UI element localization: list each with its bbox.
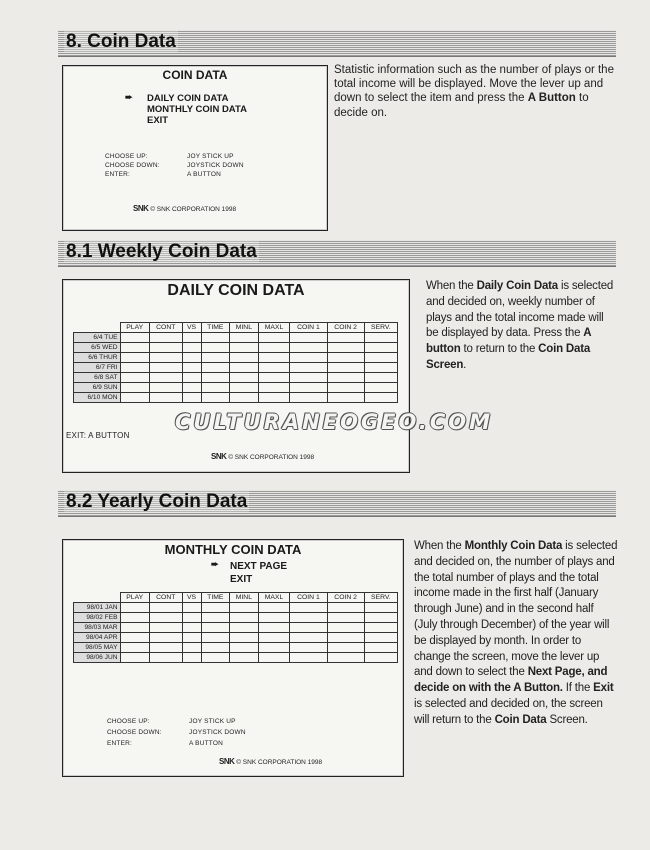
table-cell	[149, 383, 182, 393]
column-header: SERV.	[364, 323, 397, 333]
table-cell	[364, 353, 397, 363]
table-cell	[327, 353, 364, 363]
table-cell	[327, 633, 364, 643]
table-cell	[149, 393, 182, 403]
table-cell	[149, 643, 182, 653]
table-cell	[120, 393, 149, 403]
section-header-weekly	[58, 240, 616, 267]
table-cell	[290, 613, 327, 623]
watermark: CULTURANEOGEO.COM	[175, 410, 494, 434]
table-cell	[364, 623, 397, 633]
table-cell	[230, 633, 259, 643]
table-cell	[120, 643, 149, 653]
column-header: CONT	[149, 593, 182, 603]
table-cell	[258, 343, 290, 353]
table-cell	[182, 343, 201, 353]
table-corner	[74, 323, 121, 333]
table-cell	[182, 393, 201, 403]
table-row	[74, 623, 398, 633]
table-cell	[290, 363, 327, 373]
exit-label: EXIT: A BUTTON	[66, 431, 130, 440]
table-row	[74, 653, 398, 663]
table-row	[74, 393, 398, 403]
table-row	[74, 643, 398, 653]
table-cell	[290, 633, 327, 643]
menu-item-exit: EXIT	[230, 574, 253, 585]
table-cell	[182, 623, 201, 633]
table-cell	[182, 613, 201, 623]
table-cell	[230, 653, 259, 663]
row-label: 98/04 APR	[74, 633, 121, 643]
column-header: CONT	[149, 323, 182, 333]
table-row	[74, 363, 398, 373]
row-label: 98/05 MAY	[74, 643, 121, 653]
snk-logo: SNK	[133, 204, 149, 213]
menu-item-monthly: MONTHLY COIN DATA	[147, 104, 247, 115]
section-title: 8.2 Yearly Coin Data	[66, 491, 248, 512]
row-label: 6/7 FRI	[74, 363, 121, 373]
table-corner	[74, 593, 121, 603]
table-cell	[201, 343, 230, 353]
table-cell	[230, 613, 259, 623]
table-cell	[149, 603, 182, 613]
table-cell	[120, 633, 149, 643]
table-cell	[201, 603, 230, 613]
controls-list: CHOOSE UP: JOY STICK UP CHOOSE DOWN: JOYSTICK DOWN ENTER: A BUTTON	[107, 718, 246, 747]
table-cell	[182, 643, 201, 653]
controls-list: CHOOSE UP: JOY STICK UP CHOOSE DOWN: JOYSTICK DOWN ENTER: A BUTTON	[105, 153, 244, 178]
snk-logo: SNK	[219, 757, 235, 766]
table-cell	[364, 633, 397, 643]
menu-item-daily: DAILY COIN DATA	[147, 93, 229, 104]
row-label: 6/5 WED	[74, 343, 121, 353]
table-cell	[201, 643, 230, 653]
table-cell	[258, 393, 290, 403]
menu-item-next-page: NEXT PAGE	[230, 561, 288, 572]
column-header: COIN 2	[327, 593, 364, 603]
table-cell	[290, 393, 327, 403]
table-cell	[230, 623, 259, 633]
column-header: PLAY	[120, 593, 149, 603]
table-cell	[201, 613, 230, 623]
copyright: SNK © SNK CORPORATION 1998	[219, 757, 323, 766]
section-header-yearly	[58, 490, 616, 517]
section-title: 8.1 Weekly Coin Data	[66, 241, 257, 262]
column-header: SERV.	[364, 593, 397, 603]
table-cell	[149, 333, 182, 343]
monthly-coin-table	[73, 592, 398, 663]
table-cell	[120, 343, 149, 353]
table-cell	[327, 383, 364, 393]
table-cell	[290, 373, 327, 383]
table-cell	[120, 383, 149, 393]
table-cell	[258, 633, 290, 643]
table-cell	[120, 363, 149, 373]
table-cell	[364, 373, 397, 383]
table-cell	[149, 623, 182, 633]
table-cell	[149, 633, 182, 643]
menu-item-exit: EXIT	[147, 115, 169, 126]
section-header-coin-data	[58, 30, 616, 57]
table-cell	[182, 633, 201, 643]
row-label: 6/10 MON	[74, 393, 121, 403]
table-row	[74, 383, 398, 393]
table-row	[74, 373, 398, 383]
table-cell	[258, 363, 290, 373]
table-cell	[258, 623, 290, 633]
table-cell	[364, 333, 397, 343]
table-cell	[182, 383, 201, 393]
table-row	[74, 633, 398, 643]
column-header: COIN 1	[290, 323, 327, 333]
table-cell	[364, 603, 397, 613]
column-header: MINL	[230, 593, 259, 603]
table-cell	[149, 653, 182, 663]
row-label: 6/6 THUR	[74, 353, 121, 363]
column-header: VS	[182, 593, 201, 603]
section-title: 8. Coin Data	[66, 31, 176, 52]
table-cell	[327, 343, 364, 353]
table-cell	[327, 613, 364, 623]
table-header-row	[74, 593, 398, 603]
table-cell	[364, 613, 397, 623]
screen-title: MONTHLY COIN DATA	[164, 542, 302, 557]
table-cell	[230, 373, 259, 383]
row-label: 98/06 JUN	[74, 653, 121, 663]
table-row	[74, 613, 398, 623]
table-cell	[182, 373, 201, 383]
yearly-description: When the Monthly Coin Data is selected and decided on, the number of plays and the total number of plays and the total income made in the first half (January through June) and in the second half (July through December) of the year will be displayed by month. In order to change the screen, move the lever up and down to select the Next Page, and decide on with the A Button. If the Exit is selected and decided on, the screen will return to the Coin Data Screen.	[414, 540, 618, 726]
table-cell	[364, 363, 397, 373]
table-cell	[120, 353, 149, 363]
table-row	[74, 333, 398, 343]
table-cell	[290, 343, 327, 353]
row-label: 98/02 FEB	[74, 613, 121, 623]
table-cell	[201, 383, 230, 393]
table-cell	[364, 383, 397, 393]
table-cell	[290, 603, 327, 613]
column-header: COIN 2	[327, 323, 364, 333]
table-cell	[182, 333, 201, 343]
screen-arrow-icon: ➨	[211, 559, 219, 569]
table-cell	[230, 393, 259, 403]
row-label: 6/8 SAT	[74, 373, 121, 383]
table-cell	[182, 363, 201, 373]
table-cell	[327, 603, 364, 613]
column-header: TIME	[201, 323, 230, 333]
table-cell	[149, 373, 182, 383]
table-cell	[120, 623, 149, 633]
table-row	[74, 353, 398, 363]
table-cell	[201, 633, 230, 643]
screen-menu	[147, 93, 247, 126]
table-cell	[290, 653, 327, 663]
table-cell	[230, 353, 259, 363]
table-row	[74, 603, 398, 613]
table-cell	[327, 643, 364, 653]
row-label: 98/03 MAR	[74, 623, 121, 633]
table-cell	[364, 643, 397, 653]
table-row	[74, 343, 398, 353]
table-cell	[201, 353, 230, 363]
column-header: MAXL	[258, 593, 290, 603]
table-cell	[201, 623, 230, 633]
table-cell	[327, 363, 364, 373]
table-cell	[201, 363, 230, 373]
table-cell	[149, 363, 182, 373]
table-cell	[327, 623, 364, 633]
table-cell	[120, 613, 149, 623]
table-cell	[230, 363, 259, 373]
column-header: PLAY	[120, 323, 149, 333]
table-cell	[258, 603, 290, 613]
table-cell	[149, 343, 182, 353]
table-cell	[120, 653, 149, 663]
table-cell	[120, 603, 149, 613]
table-cell	[230, 343, 259, 353]
table-cell	[258, 333, 290, 343]
table-cell	[201, 653, 230, 663]
row-label: 6/9 SUN	[74, 383, 121, 393]
table-cell	[201, 373, 230, 383]
screen-title: COIN DATA	[162, 68, 228, 82]
table-cell	[290, 353, 327, 363]
table-cell	[258, 353, 290, 363]
table-cell	[364, 343, 397, 353]
column-header: MINL	[230, 323, 259, 333]
copyright: SNK © SNK CORPORATION 1998	[211, 452, 315, 461]
table-cell	[258, 643, 290, 653]
table-cell	[364, 393, 397, 403]
snk-logo: SNK	[211, 452, 227, 461]
table-cell	[120, 333, 149, 343]
table-cell	[230, 333, 259, 343]
row-label: 98/01 JAN	[74, 603, 121, 613]
table-cell	[182, 603, 201, 613]
column-header: MAXL	[258, 323, 290, 333]
table-cell	[327, 393, 364, 403]
table-cell	[327, 333, 364, 343]
table-cell	[327, 653, 364, 663]
column-header: COIN 1	[290, 593, 327, 603]
copyright: SNK © SNK CORPORATION 1998	[133, 204, 237, 213]
table-cell	[182, 353, 201, 363]
table-cell	[290, 643, 327, 653]
table-cell	[149, 613, 182, 623]
daily-coin-data-screen	[62, 279, 410, 473]
table-cell	[201, 333, 230, 343]
table-cell	[182, 653, 201, 663]
weekly-description: When the Daily Coin Data is selected and decided on, weekly number of plays and the total income made will be displayed by data. Press the A button to return to the Coin Data Screen.	[426, 280, 614, 371]
column-header: TIME	[201, 593, 230, 603]
table-cell	[258, 383, 290, 393]
table-cell	[258, 653, 290, 663]
table-cell	[230, 643, 259, 653]
row-label: 6/4 TUE	[74, 333, 121, 343]
screen-menu	[230, 560, 287, 586]
table-cell	[290, 333, 327, 343]
screen-title: DAILY COIN DATA	[167, 282, 305, 299]
table-cell	[230, 603, 259, 613]
table-cell	[258, 373, 290, 383]
monthly-coin-data-screen	[62, 539, 404, 777]
table-cell	[364, 653, 397, 663]
table-cell	[327, 373, 364, 383]
coin-data-screen	[62, 65, 328, 231]
table-cell	[290, 383, 327, 393]
daily-coin-table	[73, 322, 398, 403]
coin-data-description: Statistic information such as the number of plays or the total income will be displayed. Move the lever up and down to select the item and press the A Button to decide on.	[334, 64, 614, 119]
table-cell	[230, 383, 259, 393]
table-cell	[120, 373, 149, 383]
column-header: VS	[182, 323, 201, 333]
table-cell	[290, 623, 327, 633]
screen-arrow-icon: ➨	[125, 92, 133, 102]
table-header-row	[74, 323, 398, 333]
table-cell	[149, 353, 182, 363]
table-cell	[201, 393, 230, 403]
table-cell	[258, 613, 290, 623]
